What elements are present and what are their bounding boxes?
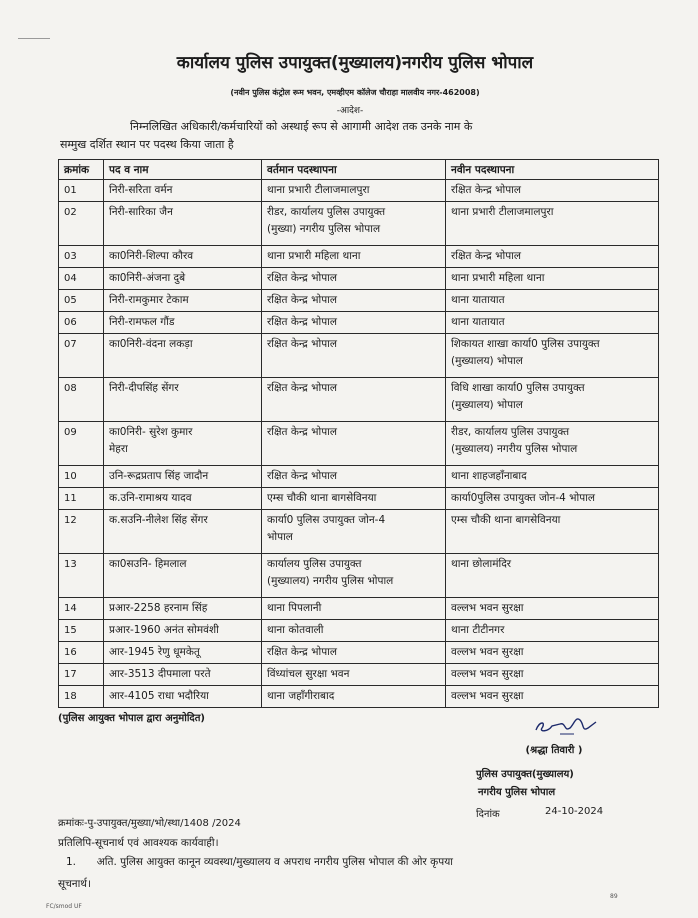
row-new-posting	[446, 488, 659, 510]
row-new-posting	[446, 642, 659, 664]
row-current-posting	[262, 686, 446, 708]
row-name	[104, 268, 262, 290]
row-name-line: क.उनि-रामाश्रय यादव	[109, 492, 192, 504]
copy-item-number: 1.	[66, 856, 77, 868]
row-new-posting	[446, 422, 659, 466]
row-new-posting-line: थाना प्रभारी महिला थाना	[451, 272, 545, 284]
office-address: (नवीन पुलिस कंट्रोल रूम भवन, एमव्हीएम कॉलेज चौराहा मालवीय नगर-462008)	[230, 88, 480, 97]
row-name	[104, 664, 262, 686]
row-current-posting	[262, 202, 446, 246]
row-name	[104, 312, 262, 334]
row-new-posting	[446, 180, 659, 202]
row-current-posting	[262, 378, 446, 422]
row-serial: 12	[59, 510, 104, 554]
table-row	[59, 510, 659, 554]
copy-item-continuation: सूचनार्थ।	[58, 878, 92, 890]
row-name	[104, 554, 262, 598]
row-name-line: क.सउनि-नीलेश सिंह सेंगर	[109, 514, 208, 526]
row-name	[104, 378, 262, 422]
row-name-line: प्रआर-1960 अनंत सोमवंशी	[109, 624, 219, 636]
row-name-line: का0निरी- सुरेश कुमार	[109, 426, 193, 438]
row-new-posting	[446, 378, 659, 422]
row-serial: 18	[59, 686, 104, 708]
row-name	[104, 290, 262, 312]
footer-code: FC/smod UF	[46, 903, 82, 910]
row-current-posting	[262, 664, 446, 686]
row-current-posting-line: थाना जहाँगीराबाद	[267, 690, 335, 702]
row-current-posting-line: (मुख्या) नगरीय पुलिस भोपाल	[267, 223, 381, 235]
office-title: कार्यालय पुलिस उपायुक्त(मुख्यालय)नगरीय पुलिस भोपाल	[176, 53, 534, 73]
table-body	[59, 180, 659, 708]
table-row	[59, 488, 659, 510]
header-serial: क्रमांक	[59, 160, 104, 180]
row-current-posting	[262, 422, 446, 466]
row-new-posting-line: वल्लभ भवन सुरक्षा	[451, 646, 524, 658]
row-new-posting	[446, 686, 659, 708]
row-current-posting-line: भोपाल	[267, 531, 293, 543]
row-new-posting	[446, 334, 659, 378]
row-name-line: आर-3513 दीपमाला परते	[109, 668, 211, 680]
row-new-posting	[446, 620, 659, 642]
row-serial: 05	[59, 290, 104, 312]
row-name	[104, 246, 262, 268]
signatory-unit: नगरीय पुलिस भोपाल	[478, 787, 556, 798]
row-current-posting	[262, 554, 446, 598]
row-new-posting-line: थाना यातायात	[451, 294, 505, 306]
row-current-posting-line: रक्षित केन्द्र भोपाल	[267, 272, 337, 284]
table-row	[59, 312, 659, 334]
row-current-posting	[262, 642, 446, 664]
row-name-line: का0निरी-वंदना लकड़ा	[109, 338, 193, 350]
table-row	[59, 268, 659, 290]
table-row	[59, 246, 659, 268]
table-row	[59, 598, 659, 620]
row-current-posting	[262, 334, 446, 378]
table-row	[59, 554, 659, 598]
copy-item-text: अति. पुलिस आयुक्त कानून व्यवस्था/मुख्यालय व अपराध नगरीय पुलिस भोपाल की ओर कृपया	[96, 856, 454, 868]
copy-to-line: प्रतिलिपि-सूचनार्थ एवं आवश्यक कार्यवाही।	[58, 837, 219, 849]
table-row	[59, 180, 659, 202]
row-name-line: प्रआर-2258 हरनाम सिंह	[109, 602, 208, 614]
row-current-posting	[262, 312, 446, 334]
order-heading: -आदेश-	[336, 106, 364, 116]
row-name-line: निरी-सरिता वर्मन	[109, 184, 173, 196]
table-row	[59, 686, 659, 708]
row-new-posting	[446, 466, 659, 488]
row-new-posting-line: वल्लभ भवन सुरक्षा	[451, 668, 524, 680]
reference-number: क्रमांकः-पु-उपायुक्त/मुख्या/भो/स्था/1408 /2024	[58, 818, 241, 829]
row-current-posting-line: (मुख्यालय) नगरीय पुलिस भोपाल	[267, 575, 394, 587]
header-current-posting: वर्तमान पदस्थापना	[262, 160, 446, 180]
handwritten-signature	[530, 710, 600, 738]
row-serial: 09	[59, 422, 104, 466]
row-current-posting	[262, 268, 446, 290]
row-serial: 16	[59, 642, 104, 664]
row-current-posting-line: थाना पिपलानी	[267, 602, 322, 614]
row-new-posting	[446, 290, 659, 312]
row-current-posting-line: थाना प्रभारी महिला थाना	[267, 250, 361, 262]
row-new-posting-line: (मुख्यालय) भोपाल	[451, 355, 523, 367]
row-name	[104, 686, 262, 708]
table-row	[59, 642, 659, 664]
header-new-posting: नवीन पदस्थापना	[446, 160, 659, 180]
row-new-posting	[446, 202, 659, 246]
table-row	[59, 334, 659, 378]
row-name	[104, 598, 262, 620]
row-new-posting-line: थाना छोलामंदिर	[451, 558, 512, 570]
row-name-line: का0सउनि- हिमलाल	[109, 558, 187, 570]
row-name-line: का0निरी-शिल्पा कौरव	[109, 250, 194, 262]
transfer-table	[58, 159, 659, 708]
row-new-posting-line: वल्लभ भवन सुरक्षा	[451, 602, 524, 614]
row-serial: 15	[59, 620, 104, 642]
row-name-line: आर-4105 राधा भदौरिया	[109, 690, 209, 702]
row-name-line: निरी-रामफल गौंड	[109, 316, 175, 328]
row-name-line: उनि-रूद्रप्रताप सिंह जादौन	[109, 470, 209, 482]
table-row	[59, 290, 659, 312]
row-current-posting-line: एम्स चौकी थाना बागसेविनया	[267, 492, 377, 504]
row-name-line: निरी-दीपसिंह सेंगर	[109, 382, 179, 394]
row-serial: 08	[59, 378, 104, 422]
row-new-posting-line: थाना टीटीनगर	[451, 624, 505, 636]
row-current-posting-line: रक्षित केन्द्र भोपाल	[267, 646, 337, 658]
row-current-posting-line: रक्षित केन्द्र भोपाल	[267, 338, 337, 350]
row-serial: 14	[59, 598, 104, 620]
row-new-posting	[446, 598, 659, 620]
row-serial: 06	[59, 312, 104, 334]
row-name-line: मेहरा	[109, 443, 128, 455]
row-name	[104, 334, 262, 378]
order-date: 24-10-2024	[545, 806, 604, 817]
row-name-line: निरी-सारिका जैन	[109, 206, 173, 218]
row-current-posting-line: रक्षित केन्द्र भोपाल	[267, 470, 337, 482]
row-new-posting	[446, 312, 659, 334]
table-row	[59, 466, 659, 488]
row-current-posting-line: थाना प्रभारी टीलाजमालपुरा	[267, 184, 370, 196]
row-name	[104, 180, 262, 202]
row-serial: 02	[59, 202, 104, 246]
page-number: 89	[610, 893, 618, 900]
date-label: दिनांक	[476, 809, 500, 820]
row-serial: 11	[59, 488, 104, 510]
row-new-posting-line: (मुख्यालय) नगरीय पुलिस भोपाल	[451, 443, 578, 455]
row-new-posting	[446, 554, 659, 598]
row-new-posting-line: थाना यातायात	[451, 316, 505, 328]
table-row	[59, 620, 659, 642]
row-serial: 17	[59, 664, 104, 686]
row-current-posting-line: विंध्यांचल सुरक्षा भवन	[267, 668, 350, 680]
row-new-posting-line: रीडर, कार्यालय पुलिस उपायुक्त	[451, 426, 570, 438]
row-new-posting	[446, 510, 659, 554]
row-current-posting-line: रक्षित केन्द्र भोपाल	[267, 426, 337, 438]
signatory-name: (श्रद्धा तिवारी )	[525, 745, 583, 756]
table-row	[59, 664, 659, 686]
row-new-posting-line: एम्स चौकी थाना बागसेविनया	[451, 514, 561, 526]
row-serial: 10	[59, 466, 104, 488]
row-serial: 07	[59, 334, 104, 378]
row-serial: 01	[59, 180, 104, 202]
row-current-posting-line: कार्या0 पुलिस उपायुक्त जोन-4	[267, 514, 386, 526]
row-current-posting	[262, 620, 446, 642]
row-name-line: निरी-रामकुमार टेकाम	[109, 294, 189, 306]
row-new-posting-line: वल्लभ भवन सुरक्षा	[451, 690, 524, 702]
row-new-posting-line: रक्षित केन्द्र भोपाल	[451, 184, 521, 196]
row-current-posting-line: रीडर, कार्यालय पुलिस उपायुक्त	[267, 206, 386, 218]
approval-note: (पुलिस आयुक्त भोपाल द्वारा अनुमोदित)	[58, 713, 206, 724]
row-new-posting-line: (मुख्यालय) भोपाल	[451, 399, 523, 411]
row-new-posting	[446, 664, 659, 686]
row-current-posting-line: रक्षित केन्द्र भोपाल	[267, 316, 337, 328]
row-current-posting	[262, 510, 446, 554]
table-row	[59, 422, 659, 466]
table-header-row	[59, 160, 659, 180]
row-new-posting	[446, 268, 659, 290]
row-current-posting	[262, 488, 446, 510]
row-name	[104, 466, 262, 488]
row-new-posting-line: कार्या0पुलिस उपायुक्त जोन-4 भोपाल	[451, 492, 596, 504]
intro-line-2: सम्मुख दर्शित स्थान पर पदस्थ किया जाता है	[60, 138, 234, 151]
row-new-posting	[446, 246, 659, 268]
row-name	[104, 642, 262, 664]
row-current-posting-line: रक्षित केन्द्र भोपाल	[267, 294, 337, 306]
header-name: पद व नाम	[104, 160, 262, 180]
row-new-posting-line: थाना शाहजहाँनाबाद	[451, 470, 527, 482]
row-current-posting	[262, 180, 446, 202]
row-name-line: आर-1945 रेणु धूमकेतू	[109, 646, 200, 658]
row-new-posting-line: शिकायत शाखा कार्या0 पुलिस उपायुक्त	[451, 338, 600, 350]
row-name-line: का0निरी-अंजना दुबे	[109, 272, 186, 284]
row-name	[104, 488, 262, 510]
row-new-posting-line: रक्षित केन्द्र भोपाल	[451, 250, 521, 262]
copy-item-1	[66, 855, 453, 869]
table-row	[59, 202, 659, 246]
row-name	[104, 202, 262, 246]
row-current-posting	[262, 466, 446, 488]
row-serial: 03	[59, 246, 104, 268]
row-current-posting	[262, 290, 446, 312]
row-name	[104, 620, 262, 642]
intro-line-1: निम्नलिखित अधिकारी/कर्मचारियों को अस्थाई रूप से आगामी आदेश तक उनके नाम के	[130, 120, 473, 133]
table-row	[59, 378, 659, 422]
row-current-posting-line: कार्यालय पुलिस उपायुक्त	[267, 558, 362, 570]
signatory-designation: पुलिस उपायुक्त(मुख्यालय)	[476, 769, 574, 780]
row-current-posting	[262, 246, 446, 268]
row-name	[104, 422, 262, 466]
row-current-posting	[262, 598, 446, 620]
row-serial: 13	[59, 554, 104, 598]
row-serial: 04	[59, 268, 104, 290]
row-new-posting-line: थाना प्रभारी टीलाजमालपुरा	[451, 206, 554, 218]
pen-mark	[18, 38, 50, 39]
row-current-posting-line: रक्षित केन्द्र भोपाल	[267, 382, 337, 394]
row-current-posting-line: थाना कोतवाली	[267, 624, 324, 636]
row-name	[104, 510, 262, 554]
row-new-posting-line: विधि शाखा कार्या0 पुलिस उपायुक्त	[451, 382, 585, 394]
